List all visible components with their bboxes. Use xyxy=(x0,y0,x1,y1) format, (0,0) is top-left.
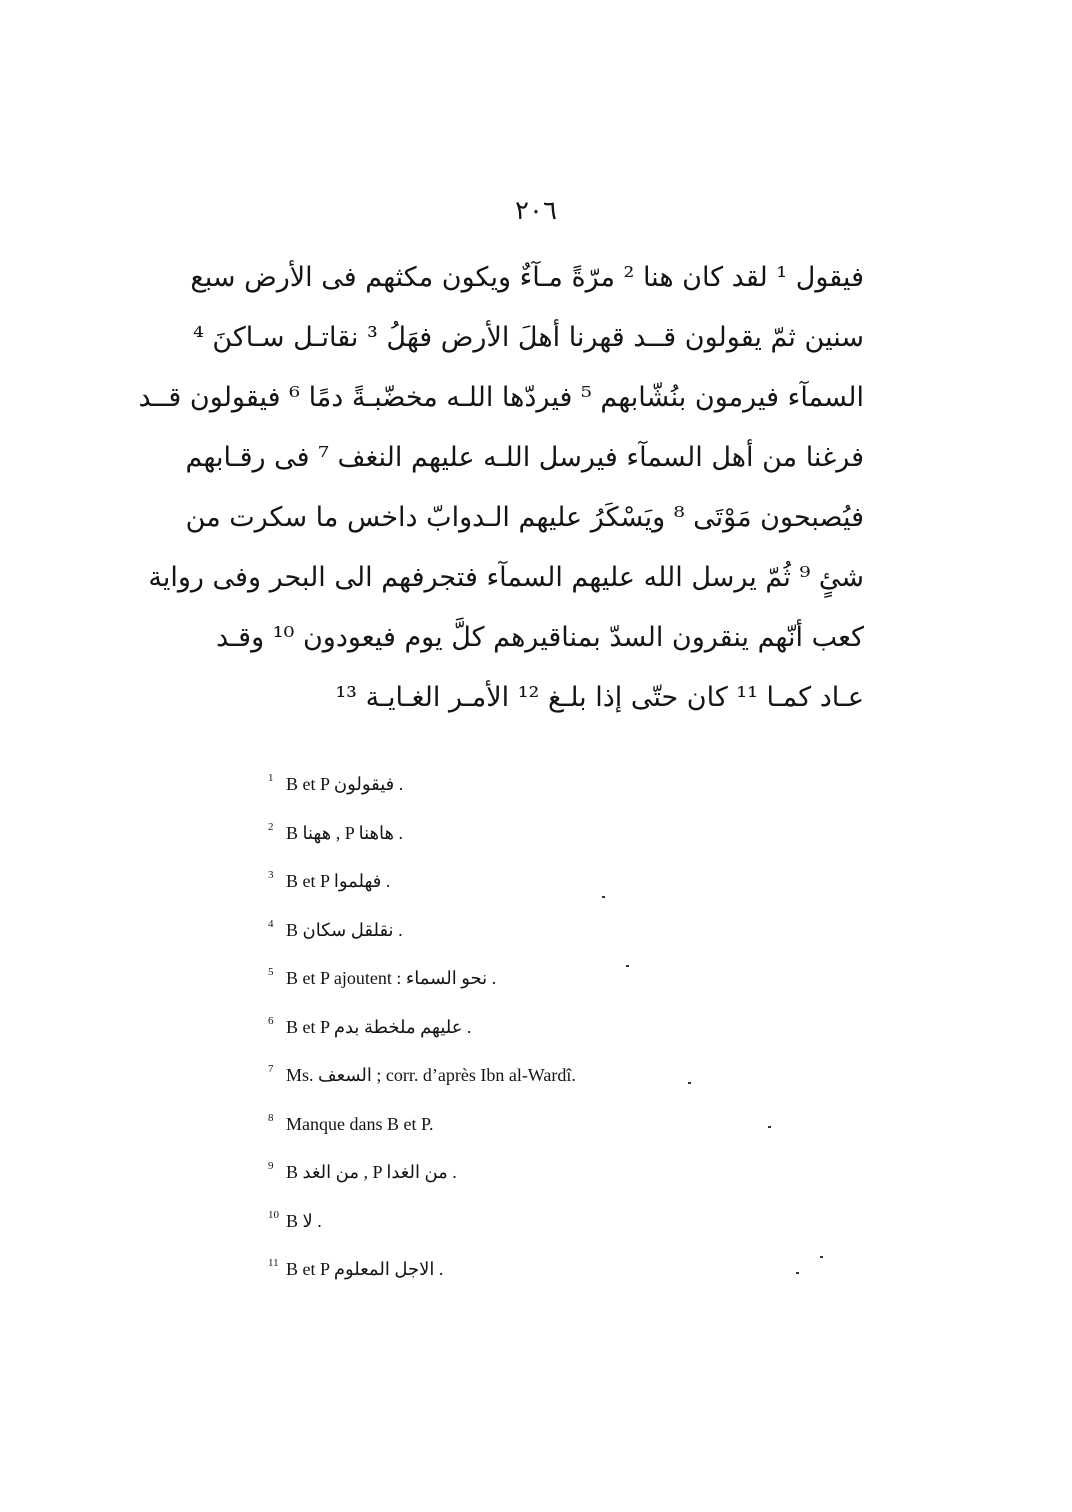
scan-speck xyxy=(768,1126,771,1128)
footnote xyxy=(268,1051,828,1100)
footnote xyxy=(268,1003,828,1052)
footnote-number: 3 xyxy=(268,869,274,881)
footnote-number: 11 xyxy=(268,1257,279,1269)
footnote-text: B et P الاجل المعلوم . xyxy=(286,1259,444,1279)
text-line: شئٍ ⁹ ثُمّ يرسل الله عليهم السمآء فتجرفهم الى البحر وفى رواية xyxy=(148,562,864,593)
footnote-text: B et P ajoutent : نحو السماء . xyxy=(286,968,497,988)
footnote xyxy=(268,906,828,955)
footnote-text: Ms. السعف ; corr. d’après Ibn al-Wardî. xyxy=(286,1065,576,1085)
footnote-number: 2 xyxy=(268,820,274,833)
footnote-text: B نقلقل سكان . xyxy=(286,919,403,940)
footnote-text: B ههنا , P هاهنا . xyxy=(286,822,403,843)
scan-speck xyxy=(796,1272,799,1274)
footnote-text: Manque dans B et P. xyxy=(286,1113,434,1134)
footnote-text: B لا . xyxy=(286,1210,322,1231)
text-line: السمآء فيرمون بنُشّابهم ⁵ فيردّها اللـه مخضّبـةً دمًا ⁶ فيقولون قــد xyxy=(138,382,864,413)
text-line: سنين ثمّ يقولون قــد قهرنا أهلَ الأرض فهَلُ ³ نقاتـل سـاكنَ ⁴ xyxy=(192,322,864,353)
footnote-number: 6 xyxy=(268,1014,274,1027)
footnote xyxy=(268,760,828,809)
footnote-text: B et P فهلموا . xyxy=(286,871,391,891)
footnote-number: 9 xyxy=(268,1160,274,1172)
footnote xyxy=(268,1245,828,1294)
scan-speck xyxy=(688,1082,691,1084)
footnote-number: 4 xyxy=(268,917,274,930)
footnote-text: B et P عليهم ملخطة بدم . xyxy=(286,1016,472,1037)
page-number: ٢٠٦ xyxy=(515,196,557,226)
scan-speck xyxy=(602,896,605,898)
footnote xyxy=(268,1100,828,1149)
footnotes xyxy=(268,760,828,1294)
footnote xyxy=(268,857,828,906)
footnote-number: 5 xyxy=(268,966,274,978)
footnote-text: B et P فيقولون . xyxy=(286,774,404,794)
text-line: فرغنا من أهل السمآء فيرسل اللـه عليهم النغف ⁷ فى رقـابهم xyxy=(185,442,864,473)
text-line: فيُصبحون مَوْتَى ⁸ ويَسْكَرُ عليهم الـدوابّ داخس ما سكرت من xyxy=(185,502,864,533)
text-line: عـاد كمـا ¹¹ كان حتّى إذا بلـغ ¹² الأمـر الغـايـة ¹³ xyxy=(335,682,864,713)
footnote-number: 1 xyxy=(268,772,274,784)
arabic-main-text xyxy=(138,248,864,728)
footnote xyxy=(268,809,828,858)
footnote-number: 8 xyxy=(268,1111,274,1124)
text-line: كعب أنّهم ينقرون السدّ بمناقيرهم كلَّ يوم فيعودون ¹⁰ وقـد xyxy=(216,622,864,653)
footnote-text: B من الغد , P من الغدا . xyxy=(286,1162,457,1182)
footnote-number: 10 xyxy=(268,1208,279,1221)
text-line: فيقول ¹ لقد كان هنا ² مرّةً مـآءٌ ويكون مكثهم فى الأرض سبع xyxy=(190,262,864,293)
footnote-number: 7 xyxy=(268,1063,274,1075)
scan-speck xyxy=(626,965,629,967)
scan-speck xyxy=(820,1256,823,1258)
footnote xyxy=(268,954,828,1003)
footnote xyxy=(268,1148,828,1197)
footnote xyxy=(268,1197,828,1246)
